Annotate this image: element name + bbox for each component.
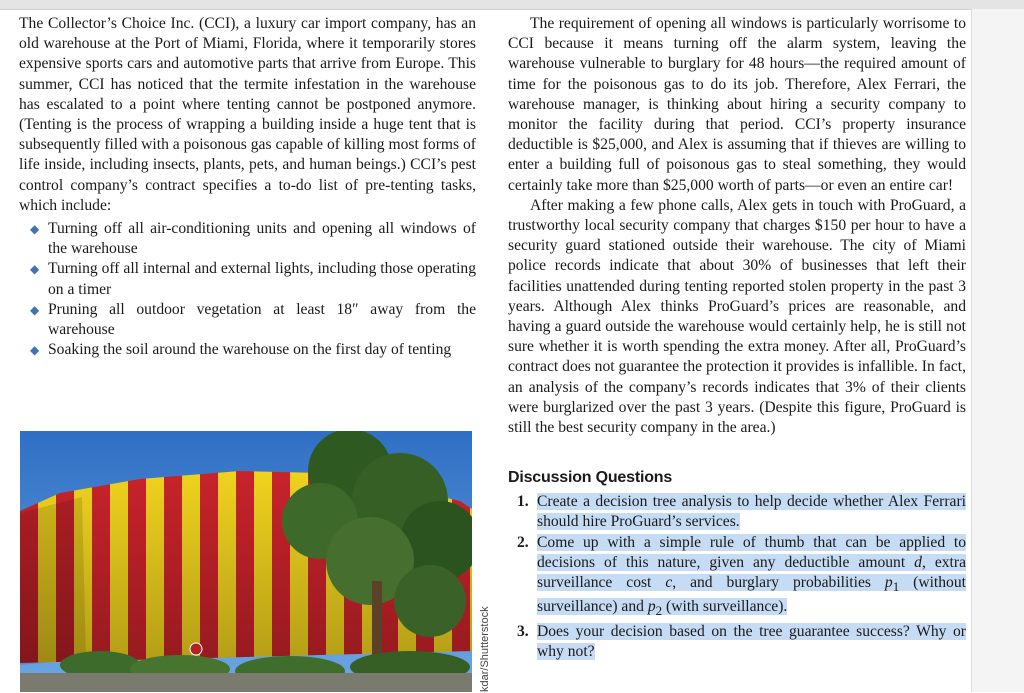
list-item: ◆ Pruning all outdoor vegetation at least 18″ away from the warehouse: [30, 300, 476, 339]
right-column: [508, 14, 966, 662]
left-column: [19, 14, 476, 360]
list-item: ◆ Turning off all internal and external lights, including those operating on a timer: [30, 260, 476, 298]
paragraph-alarm-concern: The requirement of opening all windows is particularly worrisome to CCI because it means turning off the alarm system, leaving the warehouse vulnerable to burglary for 48 hours—the required amount of time for the poisonous gas to do its job. Therefore, Alex Ferrari, the warehouse manager, is thinking about hiring a security company to monitor the facility during that period. CCI’s property insurance deductible is $25,000, and Alex is assuming that if thieves are willing to enter a building full of poisonous gas to steal something, they would certainly take more than $25,000 worth of parts—or even an entire car!: [508, 15, 966, 194]
question-1: 1. Create a decision tree analysis to help decide whether Alex Ferrari should hire ProGuard’s services.: [517, 493, 966, 531]
diamond-bullet-icon: ◆: [30, 343, 40, 358]
viewer-right-margin: [971, 9, 1024, 692]
discussion-questions-heading: Discussion Questions: [508, 469, 673, 487]
list-item: ◆ Soaking the soil around the warehouse on the first day of tenting: [19, 340, 476, 360]
viewer-top-bar: [0, 0, 1024, 10]
diamond-bullet-icon: ◆: [30, 302, 40, 317]
diamond-bullet-icon: ◆: [30, 262, 40, 277]
diamond-bullet-icon: ◆: [30, 222, 40, 237]
paragraph-proguard: After making a few phone calls, Alex gets in touch with ProGuard, a trustworthy local security company that charges $150 per hour to have a security guard stationed outside their warehouse. The city of Miami police records indicate that about 30% of businesses that left their facilities unattended during tenting reported stolen property in the past 3 years. Although Alex thinks ProGuard’s prices are reasonable, and having a guard outside the warehouse would certainly help, he is still not sure whether it is worth spending the extra money. After all, ProGuard’s contract does not guarantee the protection it provides is infallible. In fact, an analysis of the company’s records indicates that 3% of their clients were burglarized over the past 3 years. (Despite this figure, ProGuard is still the best security company in the area.): [508, 196, 966, 437]
pre-tenting-task-list: [19, 219, 476, 360]
question-3: 3. Does your decision based on the tree guarantee success? Why or why not?: [517, 622, 966, 660]
discussion-questions-list: [508, 492, 966, 662]
question-2: 2. Come up with a simple rule of thumb that can be applied to decisions of this nature, given any deductible amount d, extra surveillance cost c, and burglary probabilities $p_1$ (without surveillance) and $p_2$ (with surveillance).: [517, 533, 966, 619]
list-item: ◆ Turning off all air-conditioning units and opening all windows of the warehouse: [30, 220, 476, 258]
photo-credit: kdar/Shutterstock: [479, 606, 491, 692]
tented-warehouse-photo: [20, 431, 472, 692]
tented-warehouse-illustration: [20, 431, 472, 692]
intro-paragraph: The Collector’s Choice Inc. (CCI), a luxury car import company, has an old warehouse at the Port of Miami, Florida, where it temporarily stores expensive sports cars and automotive parts that arrive from Europe. This summer, CCI has noticed that the termite infestation in the warehouse has escalated to a point where tenting cannot be postponed anymore. (Tenting is the process of wrapping a building inside a huge tent that is subsequently filled with a poisonous gas capable of killing most forms of life inside, including insects, plants, pets, and human beings.) CCI’s pest control company’s contract specifies a to-do list of pre-tenting tasks, which include:: [19, 15, 476, 214]
